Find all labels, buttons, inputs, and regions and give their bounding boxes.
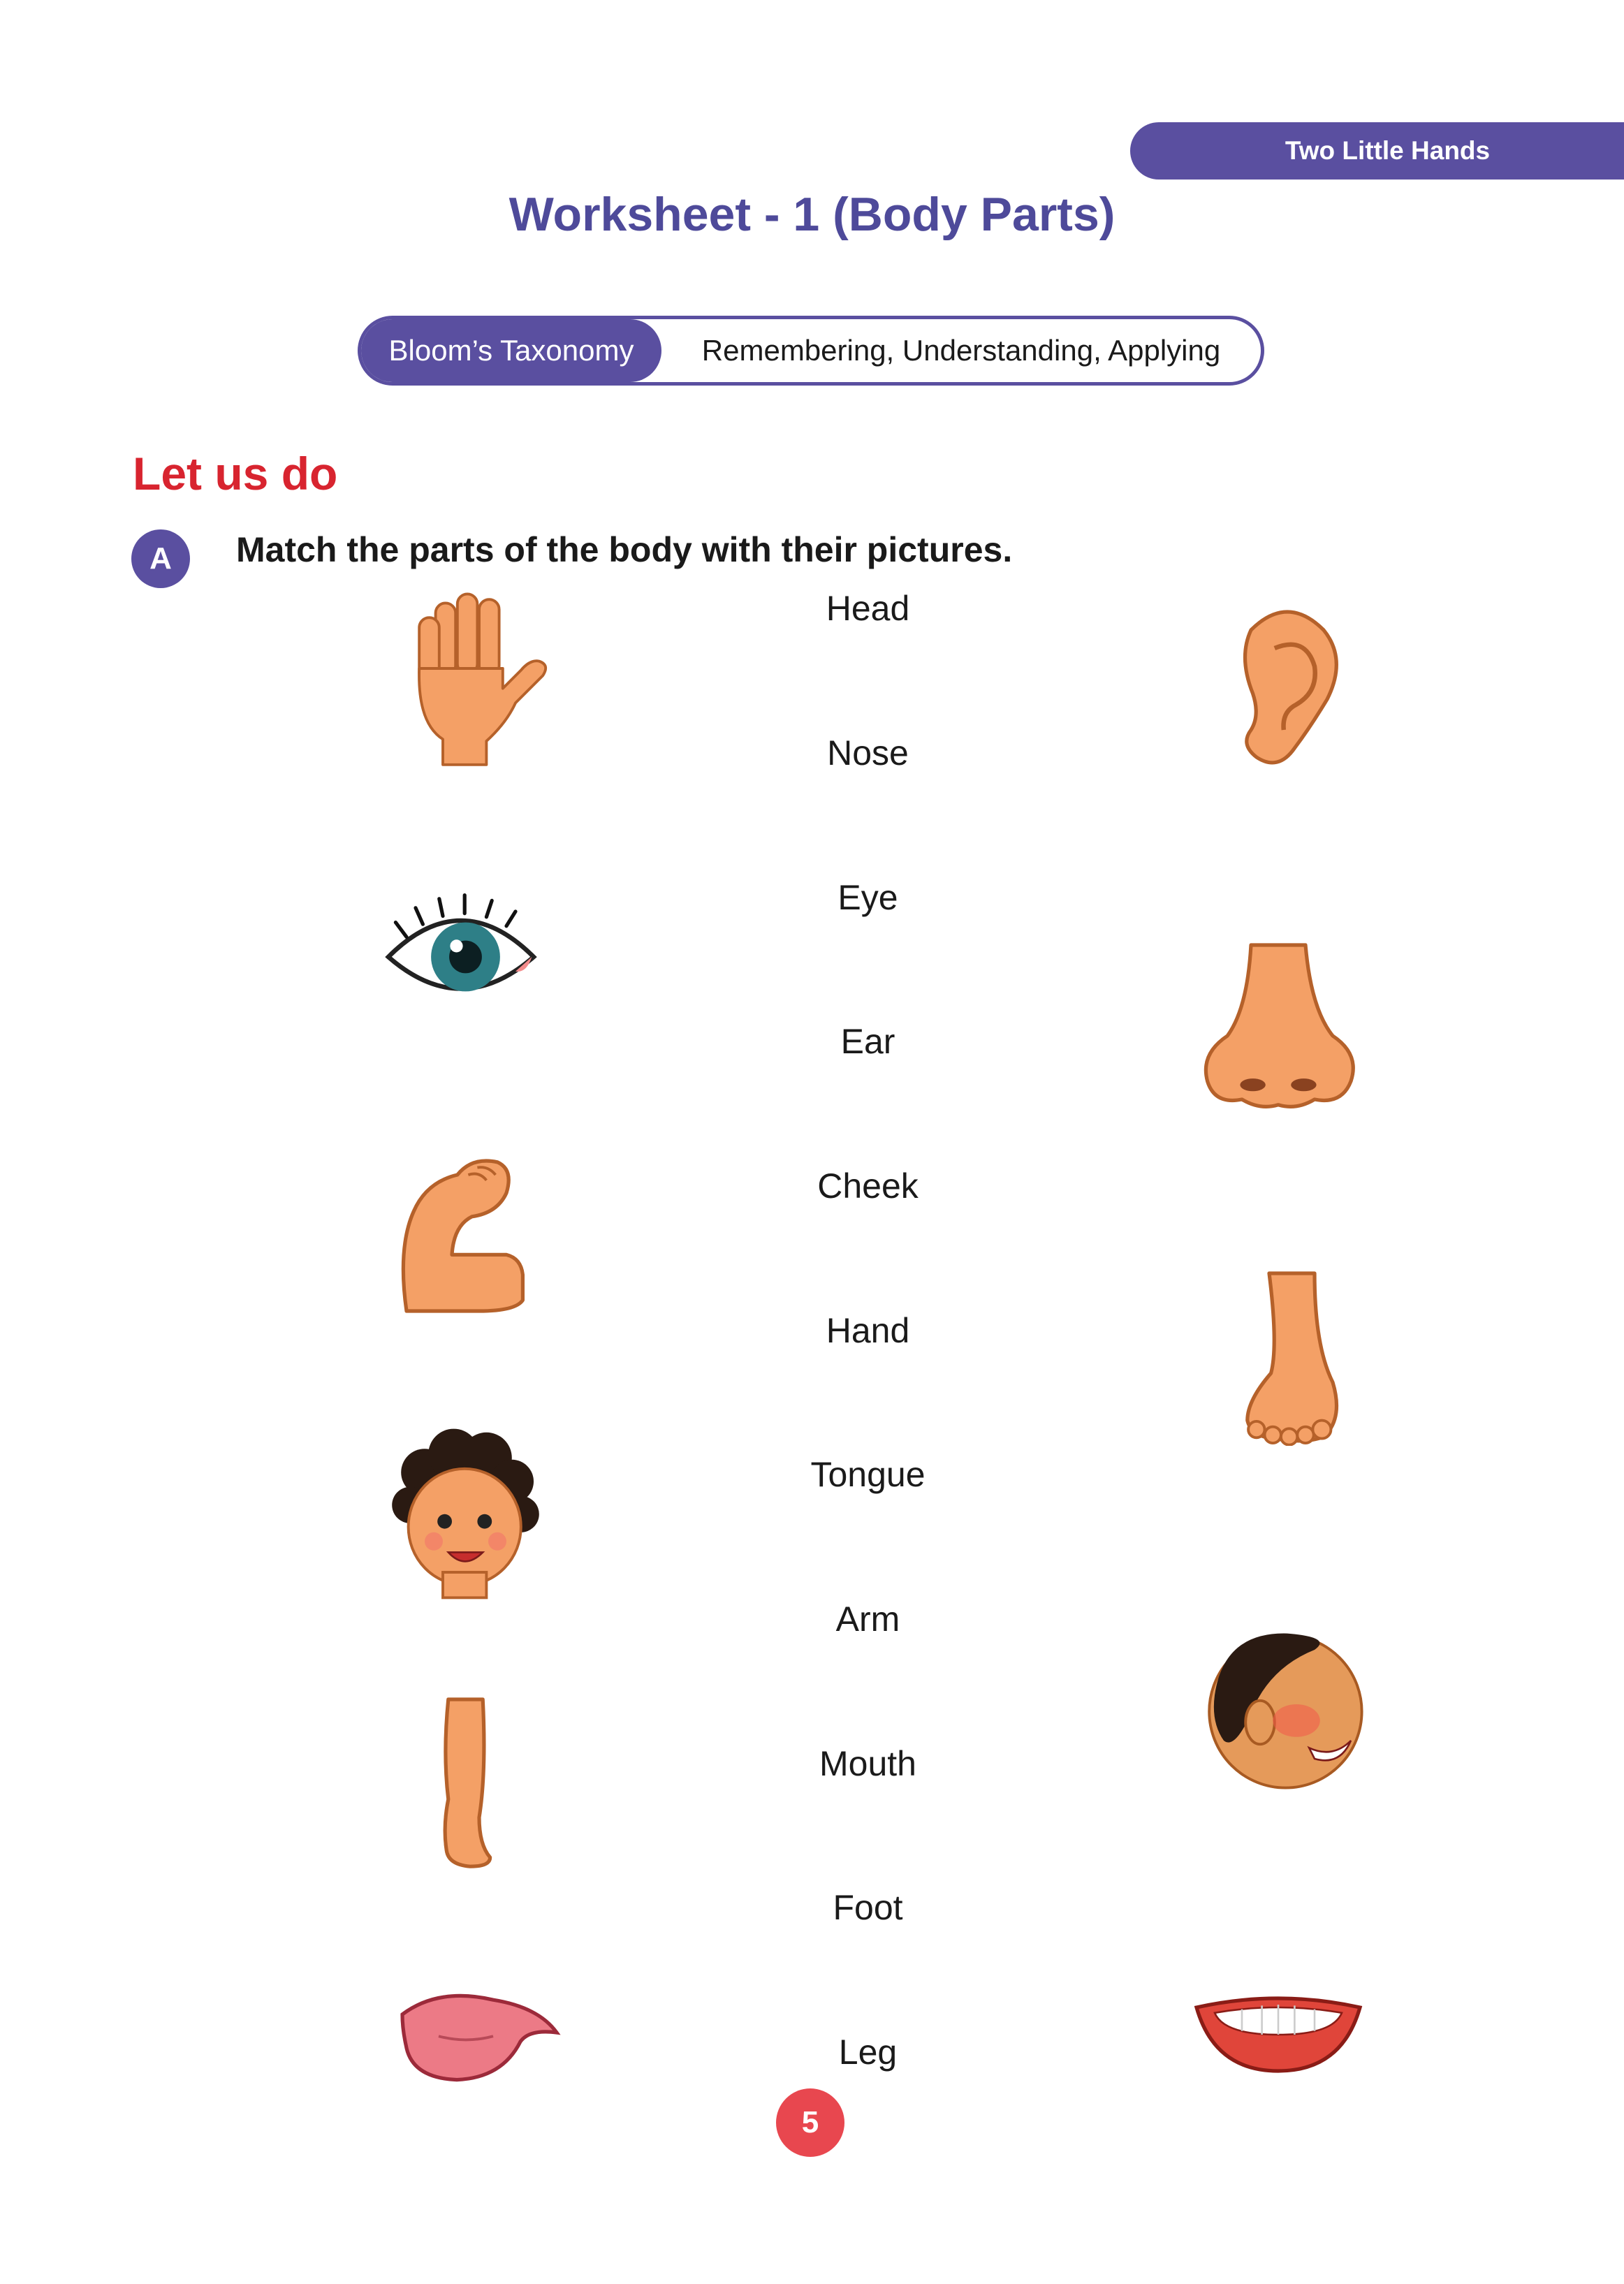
tongue-icon xyxy=(384,1942,566,2123)
word-item: Cheek xyxy=(817,1166,919,1206)
word-item: Head xyxy=(826,589,910,628)
leg-icon xyxy=(370,1690,552,1872)
word-item: Arm xyxy=(835,1599,900,1639)
question-badge: A xyxy=(131,529,190,588)
word-item: Nose xyxy=(827,733,909,773)
bloom-taxonomy-pill xyxy=(358,316,1264,386)
page-number-badge: 5 xyxy=(776,2088,844,2157)
worksheet-title: Worksheet - 1 (Body Parts) xyxy=(509,188,1115,241)
cheek-icon xyxy=(1187,1613,1369,1795)
series-title: Two Little Hands xyxy=(1285,136,1491,165)
arm-icon xyxy=(370,1139,552,1320)
word-item: Hand xyxy=(826,1311,910,1350)
word-item: Ear xyxy=(840,1022,895,1061)
hand-icon xyxy=(370,587,552,768)
foot-icon xyxy=(1187,1264,1369,1446)
ear-icon xyxy=(1187,594,1369,775)
mouth-icon xyxy=(1187,1935,1369,2116)
word-item: Foot xyxy=(833,1888,903,1927)
word-item: Eye xyxy=(837,878,898,917)
word-item: Leg xyxy=(838,2033,898,2072)
question-text: Match the parts of the body with their pictures. xyxy=(236,530,1013,569)
word-item: Mouth xyxy=(819,1744,916,1783)
bloom-label: Bloom’s Taxonomy xyxy=(361,319,661,382)
series-tab xyxy=(1130,122,1624,180)
head-icon xyxy=(370,1418,552,1599)
nose-icon xyxy=(1187,936,1369,1118)
word-item: Tongue xyxy=(810,1455,926,1494)
eye-icon xyxy=(370,866,552,1048)
section-heading: Let us do xyxy=(133,448,338,499)
bloom-levels: Remembering, Understanding, Applying xyxy=(701,334,1221,367)
